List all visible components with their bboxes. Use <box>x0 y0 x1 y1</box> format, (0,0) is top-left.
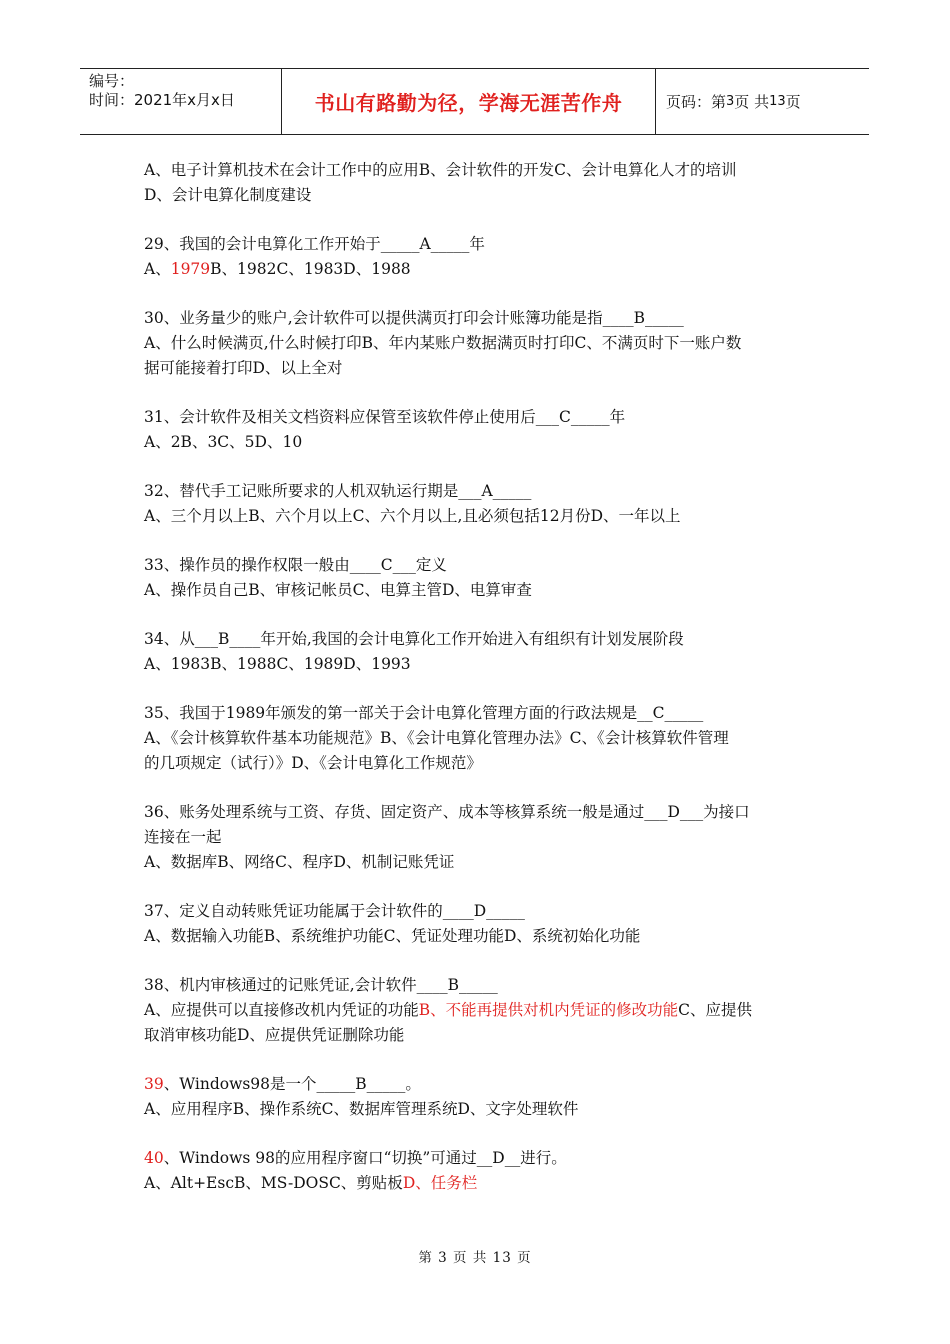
question-options: A、应用程序B、操作系统C、数据库管理系统D、文字处理软件 <box>144 1100 579 1118</box>
question-options: A、1983B、1988C、1989D、1993 <box>144 655 411 673</box>
option-a-label: A、 <box>144 260 171 278</box>
question-options: 取消审核功能D、应提供凭证删除功能 <box>144 1026 405 1044</box>
question-options <box>144 998 814 1023</box>
question-block <box>144 405 814 455</box>
question-block <box>144 158 814 208</box>
option-b-highlighted: B、不能再提供对机内凭证的修改功能 <box>418 1001 679 1019</box>
option-c: C、应提供 <box>678 1001 752 1019</box>
page-suffix: 页 <box>785 93 801 111</box>
question-number: 39 <box>144 1075 164 1093</box>
question-block <box>144 1072 814 1122</box>
option-a-value: 1979 <box>170 260 211 278</box>
question-stem: 30、业务量少的账户,会计软件可以提供满页打印会计账簿功能是指____B_____ <box>144 309 684 327</box>
question-stem: 32、替代手工记账所要求的人机双轨运行期是___A_____ <box>144 482 532 500</box>
question-stem <box>144 1146 814 1171</box>
question-options: A、什么时候满页,什么时候打印B、年内某账户数据满页时打印C、不满页时下一账户数 <box>144 334 742 352</box>
question-options: A、电子计算机技术在会计工作中的应用B、会计软件的开发C、会计电算化人才的培训 <box>144 161 737 179</box>
question-block <box>144 1146 814 1196</box>
question-options: A、数据输入功能B、系统维护功能C、凭证处理功能D、系统初始化功能 <box>144 927 641 945</box>
question-block <box>144 627 814 677</box>
question-stem: 34、从___B____年开始,我国的会计电算化工作开始进入有组织有计划发展阶段 <box>144 630 684 648</box>
page-header <box>80 68 869 135</box>
option-rest: B、1982C、1983D、1988 <box>210 260 411 278</box>
question-stem: 35、我国于1989年颁发的第一部关于会计电算化管理方面的行政法规是__C_____ <box>144 704 704 722</box>
question-options: A、三个月以上B、六个月以上C、六个月以上,且必须包括12月份D、一年以上 <box>144 507 681 525</box>
question-block <box>144 479 814 529</box>
question-block <box>144 973 814 1048</box>
question-stem: 29、我国的会计电算化工作开始于_____A_____年 <box>144 235 485 253</box>
question-stem: 33、操作员的操作权限一般由____C___定义 <box>144 556 447 574</box>
question-block <box>144 306 814 381</box>
document-number-label: 编号： <box>89 72 135 90</box>
question-options <box>144 257 814 282</box>
question-block <box>144 232 814 282</box>
question-stem-text: 、Windows98是一个_____B_____。 <box>163 1075 421 1093</box>
question-options: 的几项规定（试行）》D、《会计电算化工作规范》 <box>144 754 482 772</box>
question-block <box>144 899 814 949</box>
option-rest: A、Alt+EscB、MS-DOSC、剪贴板 <box>144 1174 403 1192</box>
question-block <box>144 553 814 603</box>
page-footer: 第 3 页 共 13 页 <box>418 1250 532 1266</box>
question-stem: 37、定义自动转账凭证功能属于会计软件的____D_____ <box>144 902 525 920</box>
question-stem: 31、会计软件及相关文档资料应保管至该软件停止使用后___C_____年 <box>144 408 626 426</box>
option-d-highlighted: D、任务栏 <box>402 1174 478 1192</box>
question-stem: 36、账务处理系统与工资、存货、固定资产、成本等核算系统一般是通过___D___为接口 <box>144 803 750 821</box>
question-block <box>144 800 814 875</box>
question-options: 据可能接着打印D、以上全对 <box>144 359 343 377</box>
question-stem <box>144 1072 814 1097</box>
question-options: D、会计电算化制度建设 <box>144 186 312 204</box>
header-meta <box>80 69 282 134</box>
page-middle: 页 共 <box>734 93 770 111</box>
document-date: 时间：2021年x月x日 <box>89 91 235 109</box>
question-options: A、数据库B、网络C、程序D、机制记账凭证 <box>144 853 455 871</box>
question-options: A、《会计核算软件基本功能规范》B、《会计电算化管理办法》C、《会计核算软件管理 <box>144 729 729 747</box>
question-stem: 38、机内审核通过的记账凭证,会计软件____B_____ <box>144 976 498 994</box>
question-list <box>144 158 814 1220</box>
option-a: A、应提供可以直接修改机内凭证的功能 <box>144 1001 419 1019</box>
header-motto: 书山有路勤为径，学海无涯苦作舟 <box>282 69 656 134</box>
question-options: A、操作员自己B、审核记帐员C、电算主管D、电算审查 <box>144 581 532 599</box>
page-current: 3 <box>726 94 735 109</box>
question-stem: 连接在一起 <box>144 828 222 846</box>
page-total: 13 <box>769 94 786 109</box>
question-stem-text: 、Windows 98的应用程序窗口“切换”可通过__D__进行。 <box>163 1149 567 1167</box>
question-options: A、2B、3C、5D、10 <box>144 433 303 451</box>
question-block <box>144 701 814 776</box>
header-page-info <box>656 69 869 134</box>
page-prefix: 页码：第 <box>666 93 727 111</box>
question-number: 40 <box>144 1149 164 1167</box>
question-options <box>144 1171 814 1196</box>
